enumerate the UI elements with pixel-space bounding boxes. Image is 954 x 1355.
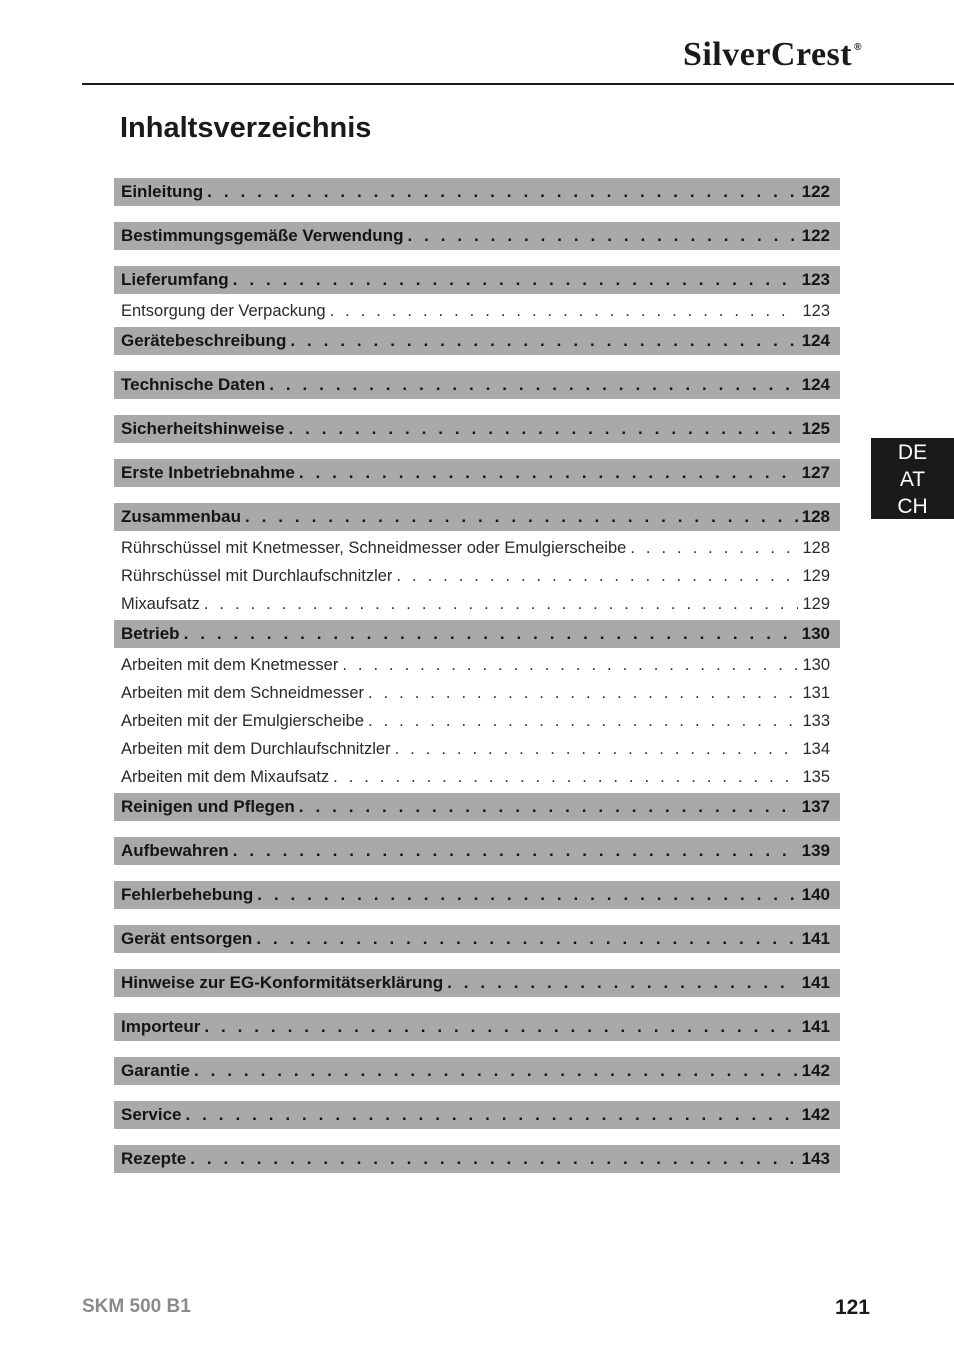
brand-logo [683, 36, 862, 74]
toc-dot-leader [256, 929, 797, 949]
toc-entry-label: Entsorgung der Verpackung [121, 301, 326, 320]
toc-section-row [114, 925, 840, 953]
toc-entry-label: Technische Daten [121, 375, 266, 394]
toc-section-row [114, 222, 840, 250]
toc-entry-label: Importeur [121, 1017, 201, 1036]
registered-mark: ® [854, 42, 862, 53]
toc-page-number: 128 [801, 507, 830, 526]
toc-entry-label: Rezepte [121, 1149, 187, 1168]
toc-entry-label: Arbeiten mit dem Mixaufsatz [121, 767, 330, 786]
language-code-ch: CH [897, 495, 928, 518]
toc-dot-leader [257, 885, 797, 905]
toc-entry-label: Reinigen und Pflegen [121, 797, 295, 816]
toc-subsection-row [114, 591, 840, 617]
toc-dot-leader [186, 1105, 798, 1125]
toc-dot-leader [204, 595, 799, 614]
toc-section-row [114, 371, 840, 399]
toc-dot-leader [299, 463, 798, 483]
toc-dot-leader [407, 226, 797, 246]
toc-section-row [114, 327, 840, 355]
toc-page-number: 139 [801, 841, 830, 860]
toc-page-number: 129 [802, 594, 830, 613]
toc-page-number: 140 [801, 885, 830, 904]
toc-dot-leader [368, 712, 798, 731]
toc-section-row [114, 1013, 840, 1041]
toc-entry-label: Arbeiten mit der Emulgierscheibe [121, 711, 365, 730]
toc-entry-label: Arbeiten mit dem Knetmesser [121, 655, 339, 674]
toc-section-row [114, 793, 840, 821]
toc-entry-label: Sicherheitshinweise [121, 419, 285, 438]
toc-entry-label: Rührschüssel mit Durchlaufschnitzler [121, 566, 393, 585]
toc-subsection-row [114, 680, 840, 706]
toc-page-number: 133 [802, 711, 830, 730]
toc-dot-leader [630, 539, 798, 558]
toc-page-number: 131 [802, 683, 830, 702]
toc-section-row [114, 415, 840, 443]
toc-page-number: 127 [801, 463, 830, 482]
toc-entry-label: Fehlerbehebung [121, 885, 254, 904]
toc-dot-leader [233, 270, 798, 290]
toc-section-row [114, 881, 840, 909]
toc-dot-leader [395, 740, 799, 759]
toc-page-number: 142 [801, 1105, 830, 1124]
header-rule [82, 83, 954, 85]
toc-section-row [114, 837, 840, 865]
toc-subsection-row [114, 535, 840, 561]
toc-dot-leader [290, 331, 797, 351]
toc-dot-leader [194, 1061, 798, 1081]
toc-dot-leader [330, 302, 799, 321]
toc-page-number: 134 [802, 739, 830, 758]
toc-section-row [114, 1057, 840, 1085]
page-title: Inhaltsverzeichnis [120, 112, 372, 144]
toc-subsection-row [114, 764, 840, 790]
toc-subsection-row [114, 652, 840, 678]
toc-page-number: 129 [802, 566, 830, 585]
toc-page-number: 142 [801, 1061, 830, 1080]
toc-page-number: 124 [801, 331, 830, 350]
toc-dot-leader [342, 656, 798, 675]
toc-dot-leader [207, 182, 797, 202]
toc-entry-label: Lieferumfang [121, 270, 229, 289]
toc-entry-label: Gerätebeschreibung [121, 331, 287, 350]
toc-section-row [114, 178, 840, 206]
toc-entry-label: Zusammenbau [121, 507, 241, 526]
toc-dot-leader [190, 1149, 797, 1169]
toc-dot-leader [269, 375, 797, 395]
toc-dot-leader [299, 797, 798, 817]
toc-page-number: 123 [801, 270, 830, 289]
toc-page-number: 123 [802, 301, 830, 320]
language-code-de: DE [897, 441, 928, 464]
toc-entry-label: Arbeiten mit dem Durchlaufschnitzler [121, 739, 391, 758]
toc-entry-label: Arbeiten mit dem Schneidmesser [121, 683, 365, 702]
toc-entry-label: Service [121, 1105, 182, 1124]
language-code-at: AT [899, 468, 926, 491]
toc-page-number: 122 [801, 182, 830, 201]
toc-page-number: 135 [802, 767, 830, 786]
toc-subsection-row [114, 298, 840, 324]
toc-dot-leader [447, 973, 798, 993]
toc-page-number: 141 [801, 973, 830, 992]
toc-page-number: 141 [801, 1017, 830, 1036]
toc-dot-leader [233, 841, 798, 861]
toc-page-number: 137 [801, 797, 830, 816]
toc-section-row [114, 503, 840, 531]
toc-entry-label: Betrieb [121, 624, 180, 643]
toc-section-row [114, 459, 840, 487]
toc-entry-label: Gerät entsorgen [121, 929, 253, 948]
brand-name: SilverCrest [682, 36, 853, 73]
toc-section-row [114, 620, 840, 648]
toc-entry-label: Mixaufsatz [121, 594, 200, 613]
toc-dot-leader [333, 768, 798, 787]
toc-page-number: 124 [801, 375, 830, 394]
toc-section-row [114, 1101, 840, 1129]
toc-entry-label: Aufbewahren [121, 841, 229, 860]
toc-section-row [114, 969, 840, 997]
toc-entry-label: Erste Inbetriebnahme [121, 463, 295, 482]
toc-dot-leader [184, 624, 798, 644]
toc-section-row [114, 266, 840, 294]
toc-dot-leader [288, 419, 797, 439]
toc-page-number: 141 [801, 929, 830, 948]
footer-model-number: SKM 500 B1 [82, 1296, 191, 1317]
toc-dot-leader [245, 507, 798, 527]
toc-entry-label: Garantie [121, 1061, 190, 1080]
toc-section-row [114, 1145, 840, 1173]
footer-page-number: 121 [834, 1296, 870, 1319]
toc-dot-leader [204, 1017, 797, 1037]
language-tab [871, 438, 954, 519]
toc-dot-leader [396, 567, 798, 586]
toc-entry-label: Einleitung [121, 182, 204, 201]
toc-subsection-row [114, 563, 840, 589]
toc-page-number: 128 [802, 538, 830, 557]
toc-page-number: 122 [801, 226, 830, 245]
toc-subsection-row [114, 708, 840, 734]
toc-page-number: 130 [802, 655, 830, 674]
toc-entry-label: Hinweise zur EG-Konformitätserklärung [121, 973, 444, 992]
toc-entry-label: Rührschüssel mit Knetmesser, Schneidmesser oder Emulgierscheibe [121, 538, 627, 557]
toc-page-number: 143 [801, 1149, 830, 1168]
toc-dot-leader [368, 684, 798, 703]
toc-subsection-row [114, 736, 840, 762]
toc-entry-label: Bestimmungsgemäße Verwendung [121, 226, 404, 245]
toc-page-number: 125 [801, 419, 830, 438]
toc-page-number: 130 [801, 624, 830, 643]
